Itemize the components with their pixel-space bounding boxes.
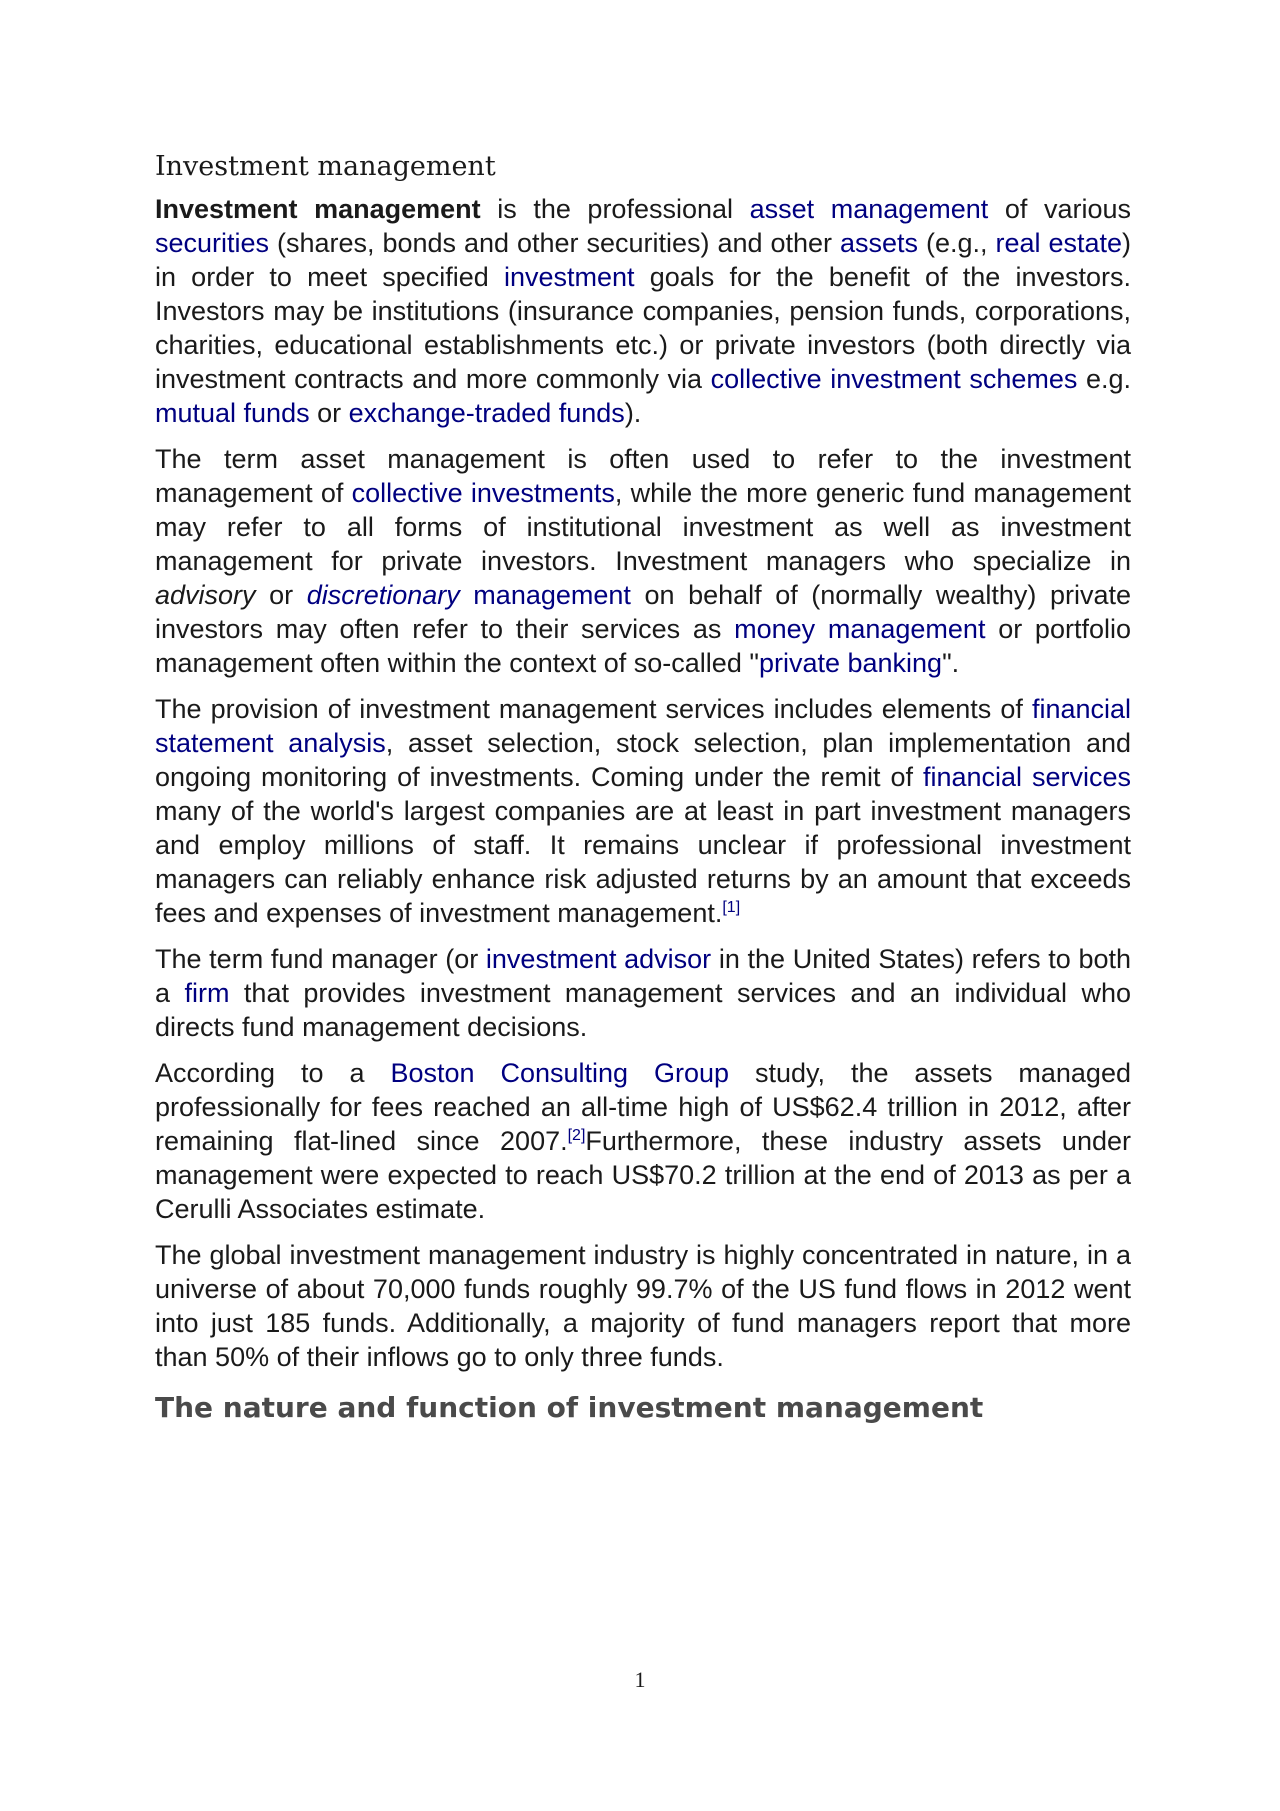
text: on behalf of (normally wealthy) private investors may often refer to their services as — [155, 580, 1131, 644]
link-boston-consulting-group[interactable]: Boston Consulting Group — [390, 1058, 730, 1088]
text: study, the assets managed professionally for fees reached an all-time high of US$62.4 trillion in 2012, after remaining flat-lined since 2007. — [155, 1058, 1131, 1156]
bold-term: Investment management — [155, 194, 481, 224]
text: or portfolio management often within the context of so-called " — [155, 614, 1131, 678]
text: goals for the benefit of the investors. Investors may be institutions (insurance companies, pension funds, corporations, charities, educational establishments etc.) or private investors (both directly via investment contracts and more commonly via — [155, 262, 1131, 394]
text: The provision of investment management services includes elements of — [155, 694, 1032, 724]
link-financial-services[interactable]: financial services — [922, 762, 1131, 792]
page-number: 1 — [634, 1667, 646, 1692]
paragraph-bcg-study — [155, 1056, 1131, 1226]
text: of various — [988, 194, 1132, 224]
link-collective-investment-schemes[interactable]: collective investment schemes — [710, 364, 1078, 394]
link-mutual-funds[interactable]: mutual funds — [155, 398, 310, 428]
link-investment[interactable]: investment — [504, 262, 635, 292]
text: According to a — [155, 1058, 391, 1088]
text: is the professional — [480, 194, 750, 224]
paragraph-fund-manager — [155, 942, 1131, 1044]
text: , while the more generic fund management may refer to all forms of institutional investment as well as investment management for private investors. Investment managers who specialize in — [155, 478, 1131, 576]
text: or — [255, 580, 307, 610]
text: Furthermore, these industry assets under management were expected to reach US$70.2 trillion at the end of 2013 as per a Cerulli Associates estimate. — [155, 1126, 1131, 1224]
paragraph-concentration: The global investment management industry is highly concentrated in nature, in a universe of about 70,000 funds roughly 99.7% of the US fund flows in 2012 went into just 185 funds. Additionally, a majority of fund managers report that more than 50% of their inflows go to only three funds. — [155, 1240, 1131, 1372]
text: ). — [624, 398, 642, 428]
text: or — [309, 398, 349, 428]
emphasis-advisory: advisory — [155, 580, 256, 610]
text: , asset selection, stock selection, plan implementation and ongoing monitoring of investments. Coming under the remit of — [155, 728, 1131, 792]
text: ". — [942, 648, 960, 678]
reference-2[interactable]: [2] — [567, 1127, 586, 1144]
link-real-estate[interactable]: real estate — [995, 228, 1122, 258]
link-collective-investments[interactable]: collective investments — [351, 478, 615, 508]
link-private-banking[interactable]: private banking — [758, 648, 943, 678]
text: The term fund manager (or — [155, 944, 486, 974]
reference-1[interactable]: [1] — [722, 899, 741, 916]
link-discretionary[interactable] — [307, 580, 631, 610]
text: The term asset management is often used to refer to the investment management of — [155, 444, 1131, 508]
document-page — [155, 150, 1131, 1426]
text: that provides investment management services and an individual who directs fund management decisions. — [155, 978, 1131, 1042]
text: (shares, bonds and other securities) and other — [269, 228, 840, 258]
section-heading: The nature and function of investment management — [155, 1391, 984, 1424]
text: ) in order to meet specified — [155, 228, 1131, 292]
paragraph-asset-management — [155, 442, 1131, 680]
text: in the United States) refers to both a — [155, 944, 1131, 1008]
link-firm[interactable]: firm — [184, 978, 230, 1008]
link-discretionary-text: discretionary — [306, 580, 460, 610]
paragraph-services — [155, 692, 1131, 930]
link-management-text: management — [459, 580, 631, 610]
link-financial-statement-analysis[interactable]: financial statement analysis — [155, 694, 1131, 758]
link-money-management[interactable]: money management — [734, 614, 986, 644]
link-assets[interactable]: assets — [839, 228, 919, 258]
text: (e.g., — [918, 228, 996, 258]
text: many of the world's largest companies are at least in part investment managers and employ millions of staff. It remains unclear if professional investment managers can reliably enhance risk adjusted returns by an amount that exceeds fees and expenses of investment management. — [155, 796, 1131, 928]
link-exchange-traded-funds[interactable]: exchange-traded funds — [348, 398, 625, 428]
link-asset-management[interactable]: asset management — [749, 194, 989, 224]
link-investment-advisor[interactable]: investment advisor — [485, 944, 712, 974]
text: e.g. — [1077, 364, 1131, 394]
document-title: Investment management — [155, 151, 496, 182]
link-securities[interactable]: securities — [155, 228, 270, 258]
paragraph-intro — [155, 192, 1131, 430]
